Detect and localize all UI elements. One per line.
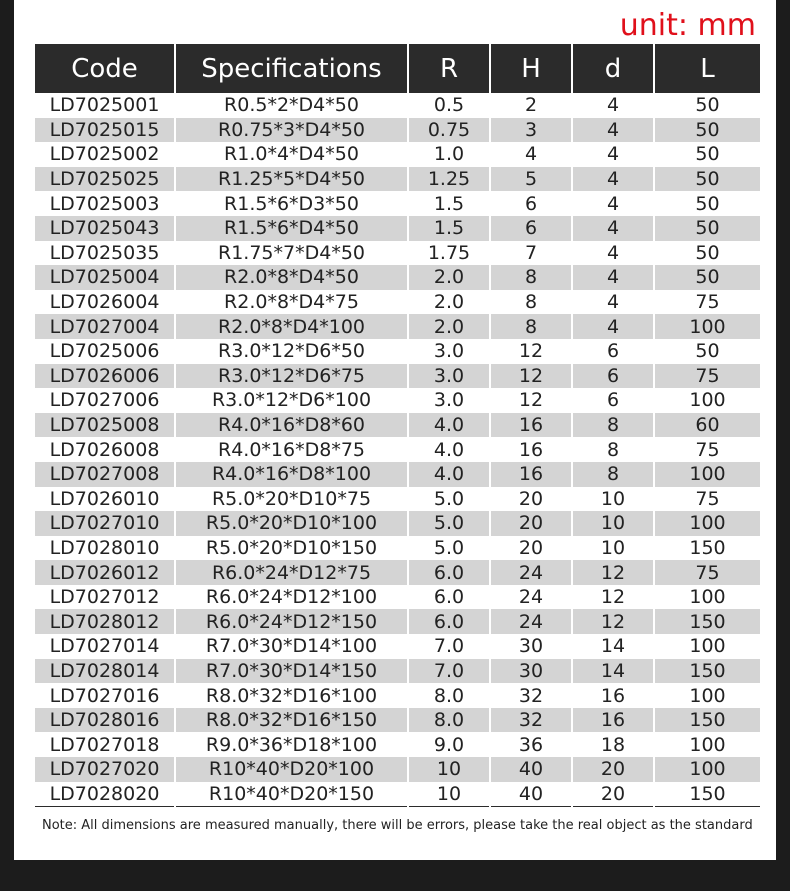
cell-code: LD7027004 (35, 314, 175, 339)
cell-specifications: R3.0*12*D6*100 (175, 388, 408, 413)
cell-l: 100 (654, 683, 760, 708)
cell-code: LD7026010 (35, 487, 175, 512)
cell-code: LD7025006 (35, 339, 175, 364)
table-row (35, 413, 760, 438)
cell-h: 12 (490, 388, 572, 413)
cell-l: 100 (654, 462, 760, 487)
cell-d: 12 (572, 585, 654, 610)
cell-specifications: R8.0*32*D16*100 (175, 683, 408, 708)
table-row (35, 388, 760, 413)
table-row (35, 265, 760, 290)
table-row (35, 609, 760, 634)
cell-r: 1.75 (408, 241, 490, 266)
table-row (35, 191, 760, 216)
cell-h: 24 (490, 585, 572, 610)
table-row (35, 241, 760, 266)
cell-d: 12 (572, 560, 654, 585)
cell-d: 10 (572, 536, 654, 561)
cell-l: 50 (654, 142, 760, 167)
cell-specifications: R0.75*3*D4*50 (175, 118, 408, 143)
table-row (35, 462, 760, 487)
cell-d: 4 (572, 290, 654, 315)
cell-h: 8 (490, 265, 572, 290)
cell-r: 1.5 (408, 216, 490, 241)
cell-code: LD7025025 (35, 167, 175, 192)
cell-specifications: R8.0*32*D16*150 (175, 708, 408, 733)
table-row (35, 782, 760, 807)
cell-l: 75 (654, 560, 760, 585)
cell-r: 2.0 (408, 290, 490, 315)
cell-specifications: R2.0*8*D4*100 (175, 314, 408, 339)
cell-d: 4 (572, 314, 654, 339)
cell-r: 7.0 (408, 634, 490, 659)
cell-r: 8.0 (408, 683, 490, 708)
cell-r: 6.0 (408, 560, 490, 585)
spec-table-header (35, 44, 760, 93)
cell-code: LD7026012 (35, 560, 175, 585)
cell-d: 6 (572, 339, 654, 364)
cell-r: 5.0 (408, 511, 490, 536)
cell-l: 150 (654, 782, 760, 807)
cell-h: 16 (490, 437, 572, 462)
cell-l: 50 (654, 167, 760, 192)
cell-l: 100 (654, 511, 760, 536)
cell-d: 16 (572, 683, 654, 708)
cell-r: 0.5 (408, 93, 490, 118)
column-header-l: L (654, 44, 760, 93)
cell-d: 4 (572, 191, 654, 216)
cell-h: 20 (490, 536, 572, 561)
cell-h: 8 (490, 290, 572, 315)
cell-r: 4.0 (408, 437, 490, 462)
table-row (35, 339, 760, 364)
cell-specifications: R3.0*12*D6*75 (175, 364, 408, 389)
cell-d: 20 (572, 757, 654, 782)
cell-r: 0.75 (408, 118, 490, 143)
cell-specifications: R6.0*24*D12*150 (175, 609, 408, 634)
cell-h: 6 (490, 191, 572, 216)
cell-specifications: R1.0*4*D4*50 (175, 142, 408, 167)
cell-d: 4 (572, 216, 654, 241)
cell-h: 5 (490, 167, 572, 192)
cell-r: 4.0 (408, 413, 490, 438)
cell-specifications: R5.0*20*D10*75 (175, 487, 408, 512)
cell-specifications: R7.0*30*D14*150 (175, 659, 408, 684)
header-row (35, 44, 760, 93)
table-row (35, 585, 760, 610)
table-row (35, 511, 760, 536)
cell-specifications: R1.5*6*D3*50 (175, 191, 408, 216)
cell-h: 7 (490, 241, 572, 266)
cell-specifications: R4.0*16*D8*100 (175, 462, 408, 487)
cell-specifications: R6.0*24*D12*75 (175, 560, 408, 585)
cell-specifications: R5.0*20*D10*150 (175, 536, 408, 561)
cell-l: 50 (654, 191, 760, 216)
cell-h: 24 (490, 609, 572, 634)
cell-code: LD7026008 (35, 437, 175, 462)
cell-code: LD7025015 (35, 118, 175, 143)
cell-l: 100 (654, 585, 760, 610)
cell-l: 100 (654, 314, 760, 339)
column-header-specifications: Specifications (175, 44, 408, 93)
column-header-d: d (572, 44, 654, 93)
cell-h: 16 (490, 413, 572, 438)
cell-specifications: R0.5*2*D4*50 (175, 93, 408, 118)
cell-l: 150 (654, 659, 760, 684)
cell-d: 8 (572, 413, 654, 438)
cell-r: 2.0 (408, 265, 490, 290)
cell-h: 30 (490, 659, 572, 684)
cell-r: 2.0 (408, 314, 490, 339)
note-text: Note: All dimensions are measured manually, there will be errors, please take the real object as the standard (42, 818, 753, 833)
cell-r: 10 (408, 757, 490, 782)
cell-specifications: R7.0*30*D14*100 (175, 634, 408, 659)
cell-r: 1.25 (408, 167, 490, 192)
table-row (35, 732, 760, 757)
table-row (35, 437, 760, 462)
cell-h: 16 (490, 462, 572, 487)
table-row (35, 167, 760, 192)
table-row (35, 659, 760, 684)
cell-code: LD7027012 (35, 585, 175, 610)
cell-specifications: R10*40*D20*150 (175, 782, 408, 807)
cell-h: 12 (490, 364, 572, 389)
cell-l: 100 (654, 634, 760, 659)
unit-label: unit: mm (619, 8, 756, 43)
cell-l: 150 (654, 708, 760, 733)
cell-h: 20 (490, 487, 572, 512)
cell-code: LD7027010 (35, 511, 175, 536)
cell-specifications: R3.0*12*D6*50 (175, 339, 408, 364)
cell-code: LD7028020 (35, 782, 175, 807)
cell-code: LD7028016 (35, 708, 175, 733)
cell-specifications: R6.0*24*D12*100 (175, 585, 408, 610)
cell-l: 50 (654, 339, 760, 364)
cell-l: 75 (654, 437, 760, 462)
cell-code: LD7025001 (35, 93, 175, 118)
cell-specifications: R5.0*20*D10*100 (175, 511, 408, 536)
cell-r: 5.0 (408, 487, 490, 512)
cell-d: 8 (572, 462, 654, 487)
cell-d: 10 (572, 511, 654, 536)
table-row (35, 487, 760, 512)
cell-specifications: R4.0*16*D8*60 (175, 413, 408, 438)
cell-code: LD7025002 (35, 142, 175, 167)
table-row (35, 683, 760, 708)
spec-table (35, 44, 760, 807)
cell-specifications: R4.0*16*D8*75 (175, 437, 408, 462)
cell-code: LD7028014 (35, 659, 175, 684)
cell-h: 2 (490, 93, 572, 118)
cell-h: 40 (490, 757, 572, 782)
table-row (35, 634, 760, 659)
cell-specifications: R2.0*8*D4*75 (175, 290, 408, 315)
cell-h: 20 (490, 511, 572, 536)
table-row (35, 560, 760, 585)
table-row (35, 536, 760, 561)
cell-h: 40 (490, 782, 572, 807)
cell-code: LD7026004 (35, 290, 175, 315)
cell-r: 3.0 (408, 339, 490, 364)
cell-r: 5.0 (408, 536, 490, 561)
cell-code: LD7027014 (35, 634, 175, 659)
cell-l: 50 (654, 216, 760, 241)
cell-d: 16 (572, 708, 654, 733)
cell-r: 6.0 (408, 585, 490, 610)
cell-l: 75 (654, 364, 760, 389)
table-row (35, 216, 760, 241)
cell-h: 4 (490, 142, 572, 167)
cell-r: 4.0 (408, 462, 490, 487)
table-row (35, 364, 760, 389)
cell-h: 36 (490, 732, 572, 757)
cell-l: 50 (654, 118, 760, 143)
table-row (35, 93, 760, 118)
cell-h: 6 (490, 216, 572, 241)
cell-h: 12 (490, 339, 572, 364)
cell-r: 10 (408, 782, 490, 807)
cell-h: 32 (490, 683, 572, 708)
cell-r: 1.0 (408, 142, 490, 167)
cell-specifications: R9.0*36*D18*100 (175, 732, 408, 757)
cell-l: 50 (654, 265, 760, 290)
table-row (35, 290, 760, 315)
cell-code: LD7027008 (35, 462, 175, 487)
cell-code: LD7025043 (35, 216, 175, 241)
cell-specifications: R1.25*5*D4*50 (175, 167, 408, 192)
cell-h: 30 (490, 634, 572, 659)
cell-code: LD7025008 (35, 413, 175, 438)
cell-l: 100 (654, 732, 760, 757)
cell-code: LD7028010 (35, 536, 175, 561)
spec-table-body (35, 93, 760, 807)
cell-d: 4 (572, 118, 654, 143)
cell-d: 4 (572, 241, 654, 266)
table-row (35, 142, 760, 167)
cell-l: 60 (654, 413, 760, 438)
cell-l: 50 (654, 93, 760, 118)
cell-code: LD7026006 (35, 364, 175, 389)
cell-l: 75 (654, 290, 760, 315)
cell-r: 9.0 (408, 732, 490, 757)
cell-d: 6 (572, 364, 654, 389)
column-header-code: Code (35, 44, 175, 93)
cell-code: LD7027020 (35, 757, 175, 782)
spec-sheet-panel (14, 0, 776, 860)
cell-code: LD7027006 (35, 388, 175, 413)
cell-d: 4 (572, 142, 654, 167)
cell-h: 32 (490, 708, 572, 733)
cell-l: 100 (654, 757, 760, 782)
cell-code: LD7025004 (35, 265, 175, 290)
cell-specifications: R1.5*6*D4*50 (175, 216, 408, 241)
table-row (35, 314, 760, 339)
cell-l: 75 (654, 487, 760, 512)
cell-d: 6 (572, 388, 654, 413)
cell-h: 24 (490, 560, 572, 585)
cell-code: LD7028012 (35, 609, 175, 634)
cell-r: 3.0 (408, 364, 490, 389)
cell-r: 6.0 (408, 609, 490, 634)
cell-d: 12 (572, 609, 654, 634)
cell-specifications: R1.75*7*D4*50 (175, 241, 408, 266)
cell-d: 18 (572, 732, 654, 757)
cell-specifications: R10*40*D20*100 (175, 757, 408, 782)
cell-l: 50 (654, 241, 760, 266)
cell-r: 7.0 (408, 659, 490, 684)
cell-specifications: R2.0*8*D4*50 (175, 265, 408, 290)
cell-d: 8 (572, 437, 654, 462)
cell-r: 3.0 (408, 388, 490, 413)
table-row (35, 708, 760, 733)
cell-d: 14 (572, 659, 654, 684)
cell-l: 150 (654, 609, 760, 634)
cell-r: 1.5 (408, 191, 490, 216)
cell-code: LD7025003 (35, 191, 175, 216)
table-row (35, 757, 760, 782)
cell-d: 4 (572, 93, 654, 118)
cell-l: 150 (654, 536, 760, 561)
cell-l: 100 (654, 388, 760, 413)
cell-h: 8 (490, 314, 572, 339)
cell-d: 4 (572, 167, 654, 192)
cell-d: 14 (572, 634, 654, 659)
cell-h: 3 (490, 118, 572, 143)
table-row (35, 118, 760, 143)
cell-d: 10 (572, 487, 654, 512)
cell-d: 4 (572, 265, 654, 290)
cell-code: LD7027016 (35, 683, 175, 708)
cell-r: 8.0 (408, 708, 490, 733)
cell-code: LD7027018 (35, 732, 175, 757)
column-header-r: R (408, 44, 490, 93)
cell-code: LD7025035 (35, 241, 175, 266)
column-header-h: H (490, 44, 572, 93)
cell-d: 20 (572, 782, 654, 807)
